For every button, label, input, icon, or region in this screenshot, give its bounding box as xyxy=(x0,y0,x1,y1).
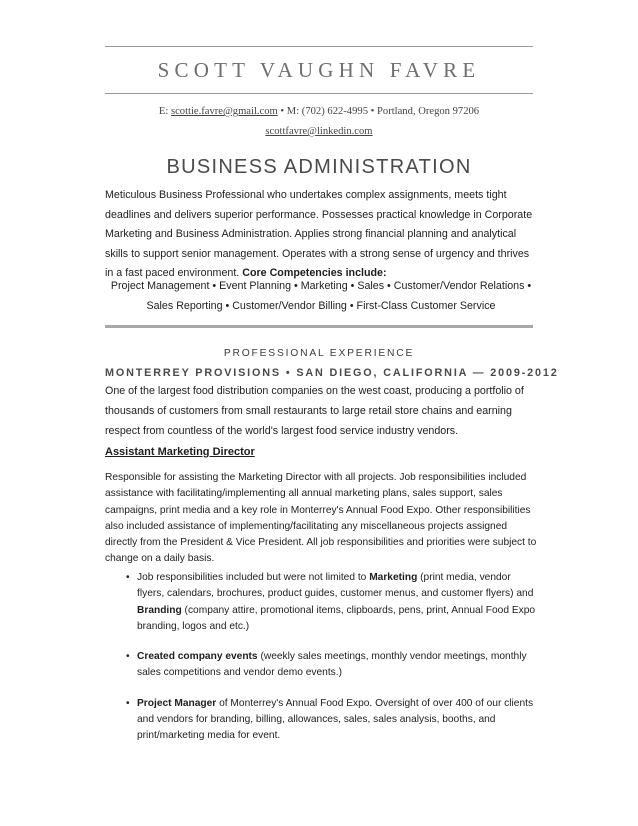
bullet-icon: • xyxy=(126,651,130,663)
bullet-bold: Created company events xyxy=(137,651,258,663)
role-description: Responsible for assisting the Marketing Director with all projects. Job responsibilities included assistance with facilitating/implementing all annual marketing plans, sales support, sales campaigns, print media and a key role in Monterrey's Annual Food Expo. Other responsibilities also included assistance of implementing/facilitating any miscellaneous projects assigned directly from the President & Vice President. All job responsibilities and priorities were subject to change on a daily basis. xyxy=(105,472,537,565)
summary-text: Meticulous Business Professional who undertakes complex assignments, meets tight deadlines and delivers superior performance. Possesses practical knowledge in Corporate Marketing and Business Administration. Applies strong financial planning and analytical skills to support senior management. Operates with a strong sense of urgency and thrives in a fast paced environment. xyxy=(105,189,533,279)
bullet-icon: • xyxy=(126,572,130,583)
bullet-bold: Branding xyxy=(137,604,182,616)
email-link[interactable]: scottie.favre@gmail.com xyxy=(170,106,278,117)
company-description: One of the largest food distribution companies on the west coast, producing a portfolio of thousands of customers from small restaurants to large retail store chains and earning respect from countless of the world's largest food service industry vendors. xyxy=(105,385,524,437)
headline: BUSINESS ADMINISTRATION xyxy=(166,156,472,178)
company-heading: MONTERREY PROVISIONS • SAN DIEGO, CALIFORNIA — 2009-2012 xyxy=(105,367,559,379)
list-item xyxy=(126,649,536,682)
bullet-text: (company attire, promotional items, clipboards, pens, print, Annual Food Expo branding, logos and etc.) xyxy=(137,604,536,632)
name-rule xyxy=(105,93,533,94)
competencies-label: Core Competencies include: xyxy=(242,267,387,279)
summary-paragraph xyxy=(105,186,537,284)
linkedin-line xyxy=(105,126,533,137)
bullet-text: (weekly sales meetings, monthly vendor meetings, monthly sales competitions and vendor demo events.) xyxy=(137,651,527,679)
candidate-name: SCOTT VAUGHN FAVRE xyxy=(157,58,481,82)
role-title: Assistant Marketing Director xyxy=(105,446,255,458)
responsibility-list xyxy=(126,570,536,759)
bullet-icon: • xyxy=(126,697,130,709)
bullet-text: (print media, vendor flyers, calendars, brochures, product guides, customer menus, and customer flyers) and xyxy=(137,572,534,600)
bullet-bold: Marketing xyxy=(369,572,418,583)
list-item xyxy=(126,696,536,745)
bullet-text: of Monterrey's Annual Food Expo. Oversight of over 400 of our clients and vendors for branding, billing, allowances, sales, sales analysis, booths, and print/marketing media for event. xyxy=(137,697,534,742)
email-prefix: E: xyxy=(158,106,171,117)
phone-address: • M: (702) 622-4995 • Portland, Oregon 97206 xyxy=(277,106,480,117)
linkedin-link[interactable]: scottfavre@linkedin.com xyxy=(265,126,373,137)
core-competencies: Project Management • Event Planning • Marketing • Sales • Customer/Vendor Relations • Sales Reporting • Customer/Vendor Billing • First-Class Customer Service xyxy=(110,280,532,312)
bullet-bold: Project Manager xyxy=(137,697,217,709)
bullet-text: Job responsibilities included but were not limited to xyxy=(137,572,370,583)
list-item xyxy=(126,570,536,635)
top-rule xyxy=(105,46,533,47)
section-title: PROFESSIONAL EXPERIENCE xyxy=(223,348,415,359)
section-divider xyxy=(105,325,533,328)
contact-line xyxy=(105,106,533,117)
